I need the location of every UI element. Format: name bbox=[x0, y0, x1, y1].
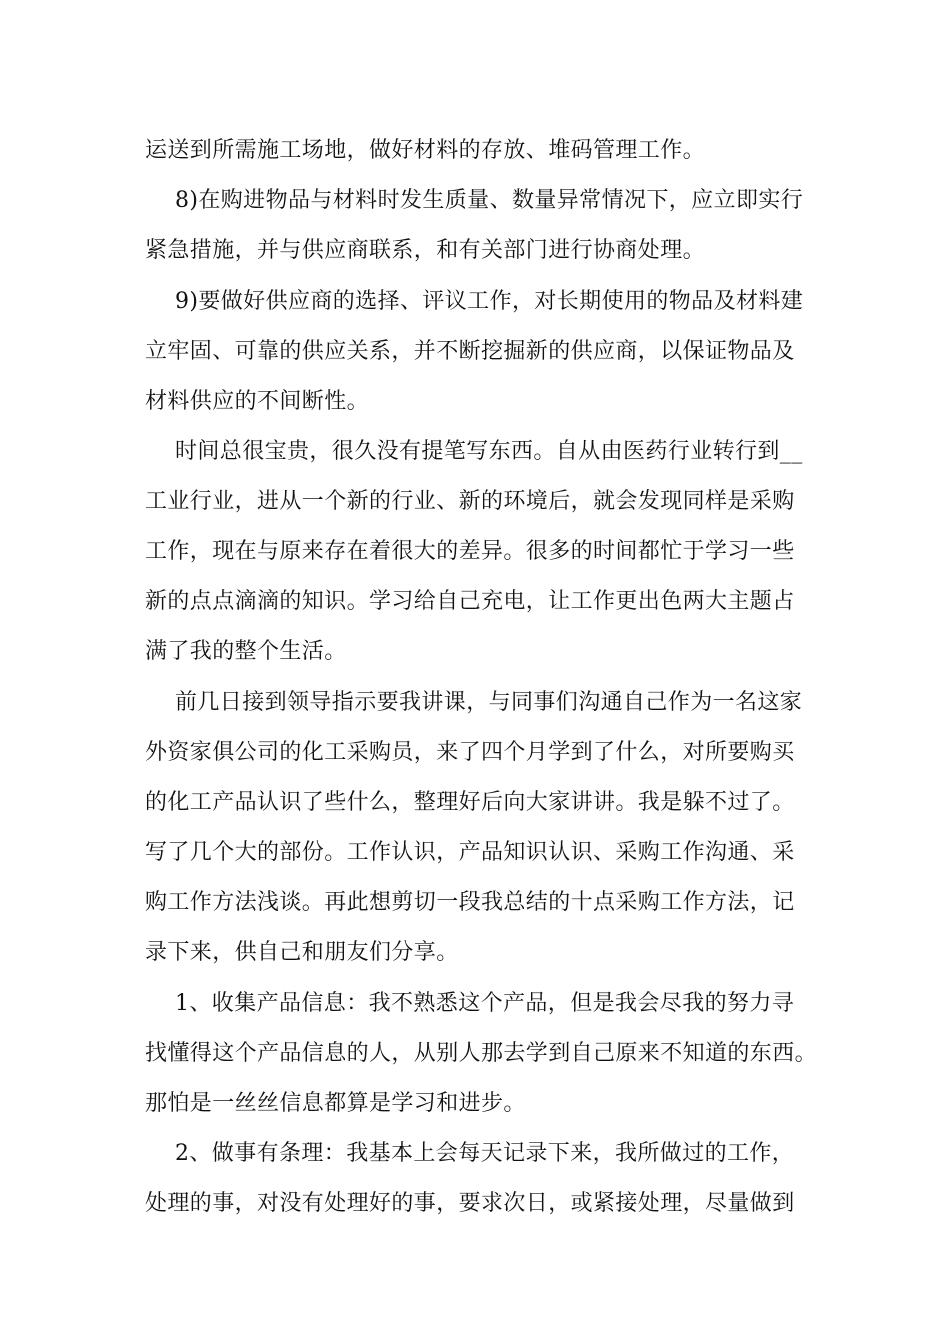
text-line: 购工作方法浅谈。再此想剪切一段我总结的十点采购工作方法，记 bbox=[145, 890, 795, 915]
text-line: 的化工产品认识了些什么，整理好后向大家讲讲。我是躲不过了。 bbox=[145, 790, 795, 815]
text-line: 前几日接到领导指示要我讲课，与同事们沟通自己作为一名这家 bbox=[175, 690, 803, 715]
text-line: 外资家俱公司的化工采购员，来了四个月学到了什么，对所要购买 bbox=[145, 740, 795, 765]
text-line: 工业行业，进从一个新的行业、新的环境后，就会发现同样是采购 bbox=[145, 489, 795, 514]
text-line: 处理的事，对没有处理好的事，要求次日，或紧接处理，尽量做到 bbox=[145, 1191, 795, 1216]
text-line: 2、做事有条理：我基本上会每天记录下来，我所做过的工作， bbox=[175, 1141, 795, 1166]
text-line: 材料供应的不间断性。 bbox=[145, 389, 370, 414]
text-line: 那怕是一丝丝信息都算是学习和进步。 bbox=[145, 1091, 526, 1116]
text-line: 新的点点滴滴的知识。学习给自己充电，让工作更出色两大主题占 bbox=[145, 589, 795, 614]
text-line: 9)要做好供应商的选择、评议工作，对长期使用的物品及材料建 bbox=[175, 289, 804, 314]
text-line: 写了几个大的部份。工作认识，产品知识认识、采购工作沟通、采 bbox=[145, 840, 795, 865]
text-line: 录下来，供自己和朋友们分享。 bbox=[145, 940, 459, 965]
text-line: 紧急措施，并与供应商联系，和有关部门进行协商处理。 bbox=[145, 238, 706, 263]
text-line: 找懂得这个产品信息的人，从别人那去学到自己原来不知道的东西。 bbox=[145, 1041, 818, 1066]
text-line: 时间总很宝贵，很久没有提笔写东西。自从由医药行业转行到__ bbox=[175, 439, 803, 464]
text-line: 工作，现在与原来存在着很大的差异。很多的时间都忙于学习一些 bbox=[145, 539, 795, 564]
text-line: 1、收集产品信息：我不熟悉这个产品，但是我会尽我的努力寻 bbox=[175, 991, 795, 1016]
text-line: 满了我的整个生活。 bbox=[145, 639, 347, 664]
text-line: 立牢固、可靠的供应关系，并不断挖掘新的供应商，以保证物品及 bbox=[145, 339, 795, 364]
text-line: 8)在购进物品与材料时发生质量、数量异常情况下，应立即实行 bbox=[175, 188, 804, 213]
text-line: 运送到所需施工场地，做好材料的存放、堆码管理工作。 bbox=[145, 138, 706, 163]
